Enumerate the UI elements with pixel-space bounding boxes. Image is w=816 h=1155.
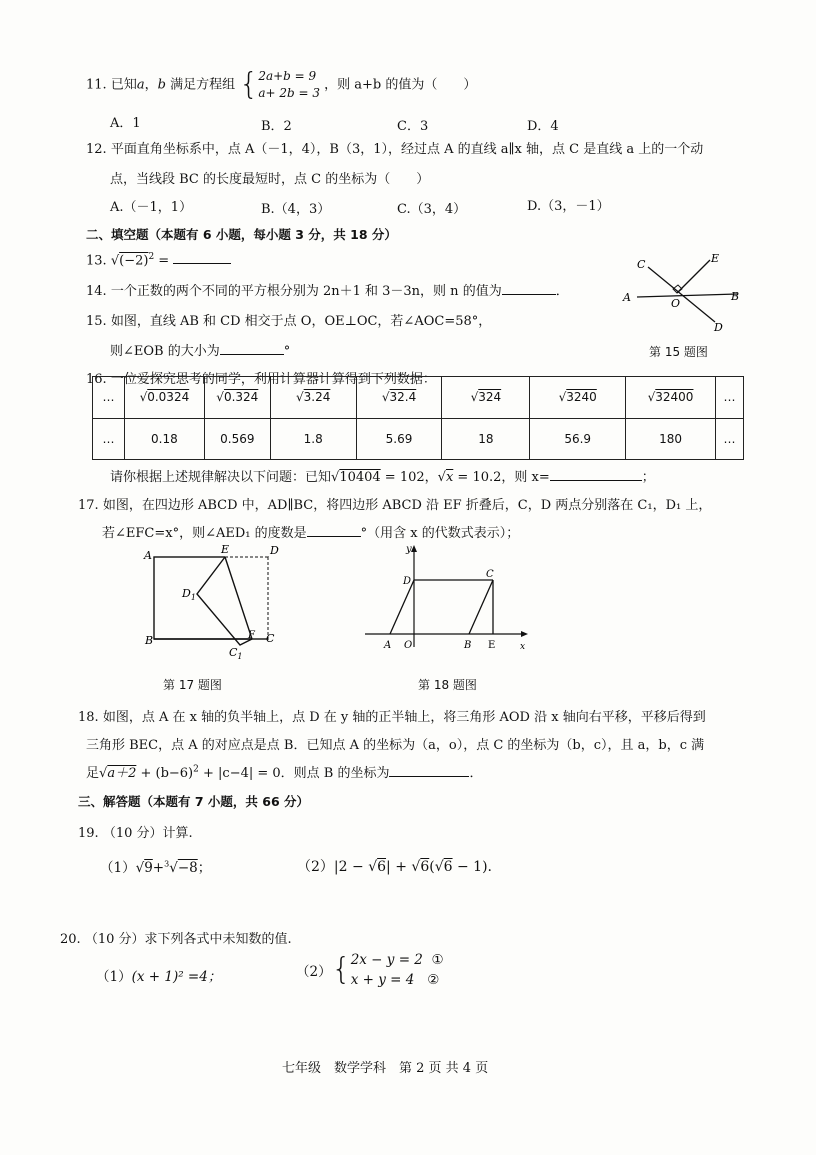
q16-question-pre: 请你根据上述规律解决以下问题：已知 — [110, 470, 332, 485]
q15-label-c: C — [637, 258, 646, 271]
q19-part2-expr-a: |2 − — [333, 859, 369, 875]
q14-text: 一个正数的两个不同的平方根分别为 2n＋1 和 3－3n，则 n 的值为 — [110, 284, 502, 299]
q11-comma: ， — [144, 77, 158, 93]
q18-segment-bc — [469, 580, 493, 634]
q15-answer-blank[interactable] — [220, 343, 284, 355]
q15-text2: 则∠EOB 的大小为 — [110, 344, 220, 359]
q11-choice-c: C．3 — [397, 119, 429, 134]
q16-radical-6: √3240 — [530, 377, 626, 419]
q18-segment-ad — [390, 580, 414, 634]
q16-result-3: 1.8 — [270, 418, 356, 460]
q11-choice-b: B．2 — [261, 119, 292, 134]
q11-number: 11. — [86, 77, 107, 93]
q18-y-arrow — [411, 545, 417, 552]
q17-label-e: E — [221, 543, 230, 556]
q18-label-y: y — [406, 544, 412, 555]
q16-number: 16. — [86, 372, 107, 387]
q13-radicand: (−2) — [119, 253, 149, 269]
q14-number: 14. — [86, 284, 107, 299]
q11-var-b: b — [157, 77, 166, 93]
q16-radicand-6: 3240 — [566, 390, 597, 405]
q18-label-e: E — [488, 640, 496, 651]
q16-radicand-4: 32.4 — [389, 390, 417, 405]
q17-label-b: B — [145, 634, 154, 647]
q16-radical-4: √32.4 — [356, 377, 442, 419]
q15-label-e: E — [711, 252, 720, 265]
q19-part2-root-3: 6 — [443, 859, 453, 875]
q16-radicand-7: 32400 — [655, 390, 694, 405]
q15-ray-oe — [677, 260, 710, 293]
q17-label-f: F — [248, 630, 255, 641]
q18-number: 18. — [78, 710, 99, 725]
q15-label-o: O — [671, 297, 681, 310]
q16-x-value: = 10.2，则 x= — [453, 470, 550, 485]
q20-part2-label: （2） — [296, 964, 332, 980]
q15-degree: ° — [283, 344, 291, 359]
q18-end: ． — [469, 766, 483, 781]
q18-line3: 足$√a+2 + (b-6)^2 + |c-4| = 0$．则点 B 的坐标为 ． — [86, 764, 483, 781]
q17-caption: 第 17 题图 — [163, 678, 222, 692]
q16-result-4: 5.69 — [356, 418, 442, 460]
q18-figure — [360, 535, 535, 660]
q15-label-b: B — [731, 290, 740, 303]
q13-exponent: 2 — [148, 252, 155, 262]
q17-label-c1-main: C — [229, 646, 238, 659]
q20-eq1-row — [351, 950, 444, 970]
q18-text3-post: + |c−4| = 0．则点 B 的坐标为 — [198, 766, 390, 781]
q11-pre: 已知 — [110, 77, 137, 93]
q14-stem — [86, 280, 569, 299]
q20-stem — [60, 928, 292, 947]
q18-line1 — [78, 706, 706, 725]
q17-label-d1-main: D — [182, 587, 191, 600]
q19-part2-expr-c: ( — [429, 859, 435, 875]
q14-answer-blank[interactable] — [502, 283, 556, 295]
q17-text1: 如图，在四边形 ABCD 中，AD∥BC，将四边形 ABCD 沿 EF 折叠后，C，D 两点分别落在 C₁，D₁ 上， — [102, 498, 712, 513]
q16-radicand-1: 0.0324 — [147, 390, 190, 405]
q16-radical-3: √3.24 — [270, 377, 356, 419]
q12-number: 12. — [86, 142, 107, 157]
q20-mark1: ① — [431, 952, 444, 968]
q15-line1 — [86, 310, 491, 329]
q19-part1-end: ； — [197, 860, 212, 876]
q18-text3-pre: 足 — [86, 766, 100, 781]
q12-line1 — [86, 138, 703, 157]
q17-label-a: A — [144, 549, 152, 562]
q16-intro: 一位爱探究思考的同学，利用计算器计算得到下列数据： — [110, 372, 436, 387]
q18-line2: 三角形 BEC，点 A 的对应点是点 B．已知点 A 的坐标为（a，o），点 C 的坐标为（b，c），且 a，b，c 满 — [86, 738, 705, 753]
q20-mark2: ② — [427, 972, 440, 988]
q18-sqrt-arg: a＋2 — [107, 766, 137, 781]
q12-text1: 平面直角坐标系中，点 A（－1，4），B（3，1），经过点 A 的直线 a∥x 轴，点 C 是直线 a 上的一个动 — [110, 142, 704, 157]
q17-figure — [140, 542, 285, 662]
q20-part2 — [296, 950, 444, 990]
q19-number: 19. — [78, 826, 99, 841]
q11-eq2: a+ 2b = 3 — [258, 86, 320, 100]
q16-radical-1: √0.0324 — [124, 377, 204, 419]
q19-part1-cube-index: 3 — [164, 859, 170, 869]
q16-radical-7: √32400 — [626, 377, 716, 419]
q17-label-c1-sub: 1 — [237, 652, 243, 661]
q15-line-ab — [637, 294, 737, 297]
q16-x-radicand: x — [445, 470, 454, 485]
q13-answer-blank[interactable] — [173, 252, 231, 264]
q16-ellipsis-left-1: … — [93, 377, 125, 419]
q11-mid: 满足方程组 — [165, 77, 236, 93]
q17-line1 — [78, 494, 711, 513]
section-2-heading: 二、填空题（本题有 6 小题，每小题 3 分，共 18 分） — [86, 227, 397, 242]
q16-row-results — [93, 418, 744, 460]
q16-radical-2: √0.324 — [204, 377, 270, 419]
q17-fold-ef — [225, 557, 252, 639]
q16-end: ； — [641, 470, 655, 485]
q19-part2: （2）|2 − √6| + √6(√6 − 1). — [297, 859, 492, 875]
q20-eq1: 2x − y = 2 — [350, 952, 423, 968]
q18-text1: 如图，点 A 在 x 轴的负半轴上，点 D 在 y 轴的正半轴上，将三角形 AOD 沿 x 轴向右平移，平移后得到 — [102, 710, 706, 725]
q18-answer-blank[interactable] — [389, 765, 469, 777]
q17-text2-post: °（用含 x 的代数式表示）； — [360, 526, 520, 541]
q11-eq1: 2a+b = 9 — [258, 69, 317, 83]
q17-label-d1-sub: 1 — [190, 593, 196, 602]
q15-line2 — [110, 340, 290, 359]
q19-part2-root-1: 6 — [377, 859, 387, 875]
q11-var-a: a — [136, 77, 145, 93]
q19-part1-radicand-b: −8 — [177, 860, 198, 876]
q16-ellipsis-right-2: … — [715, 418, 743, 460]
page-footer: 七年级 数学学科 第 2 页 共 4 页 — [282, 1061, 489, 1076]
q18-label-d: D — [403, 576, 412, 587]
q12-choice-c: C.（3，4） — [397, 202, 467, 217]
q19-part1-plus: + — [152, 860, 165, 876]
q18-square: 2 — [193, 764, 199, 775]
q19-part1-label: （1） — [100, 860, 136, 876]
q13-sqrt-sign: √ — [110, 253, 120, 269]
q18-x-arrow — [521, 631, 528, 637]
q13-equals: = — [154, 253, 174, 269]
q16-row-radicals — [93, 377, 744, 419]
q19-part2-expr-b: | + — [386, 859, 412, 875]
section-3-heading: 三、解答题（本题有 7 小题，共 66 分） — [78, 794, 310, 809]
q16-ellipsis-right-1: … — [715, 377, 743, 419]
q15-label-d: D — [714, 321, 723, 334]
q16-answer-blank[interactable] — [550, 469, 642, 481]
q14-end: ． — [555, 284, 569, 299]
q11-brace: { — [239, 67, 259, 102]
q20-part1-expr: (x + 1)² =4； — [131, 969, 222, 985]
q20-brace: { — [331, 952, 351, 987]
q17-label-c: C — [266, 632, 275, 645]
q16-data-table — [92, 376, 744, 460]
q16-result-5: 18 — [442, 418, 530, 460]
q13-number: 13. — [86, 253, 107, 269]
q15-caption: 第 15 题图 — [649, 345, 708, 359]
q19-part2-expr-d: − 1). — [452, 859, 492, 875]
q19-part2-root-2: 6 — [420, 859, 430, 875]
q18-label-c: C — [486, 569, 494, 580]
q12-choice-d: D.（3，－1） — [527, 199, 610, 214]
q15-text1: 如图，直线 AB 和 CD 相交于点 O，OE⊥OC，若∠AOC=58°， — [110, 314, 492, 329]
q15-label-a: A — [623, 291, 631, 304]
q17-answer-blank[interactable] — [307, 525, 361, 537]
q17-folded-part — [197, 557, 252, 645]
q11-system — [258, 68, 320, 102]
q19-part1-radicand-a: 9 — [144, 860, 153, 876]
q20-system — [351, 950, 444, 990]
q19-stem — [78, 822, 193, 841]
q16-radicand-3: 3.24 — [303, 390, 331, 405]
q13-stem — [86, 252, 231, 268]
q12-choice-a: A.（－1，1） — [110, 200, 193, 215]
q18-label-x: x — [520, 642, 526, 652]
q12-line2: 点，当线段 BC 的长度最短时，点 C 的坐标为（ ） — [110, 172, 430, 187]
q16-ellipsis-left-2: … — [93, 418, 125, 460]
q16-known-value: = 102， — [380, 470, 438, 485]
q16-radical-5: √324 — [442, 377, 530, 419]
q11-stem — [86, 68, 476, 102]
q18-label-o: O — [404, 640, 413, 651]
q19-part2-label: （2） — [297, 859, 334, 875]
q15-number: 15. — [86, 314, 107, 329]
q16-result-7: 180 — [626, 418, 716, 460]
q18-label-b: B — [464, 640, 472, 651]
q17-label-d: D — [270, 544, 279, 557]
q20-eq2-row — [351, 970, 444, 990]
q16-radicand-5: 324 — [478, 390, 502, 405]
q11-choice-a: A．1 — [110, 116, 141, 131]
q19-title: （10 分）计算. — [102, 826, 193, 841]
q16-result-6: 56.9 — [530, 418, 626, 460]
q17-text2-pre: 若∠EFC=x°，则∠AED₁ 的度数是 — [102, 526, 307, 541]
q11-post: ，则 a+b 的值为（ ） — [324, 77, 477, 93]
q16-known-radicand: 10404 — [339, 470, 381, 485]
q16-radicand-2: 0.324 — [223, 390, 259, 405]
q19-part1: （1）√9+$^3$√−8； — [100, 859, 212, 876]
q20-number: 20. — [60, 932, 81, 947]
q20-part1 — [96, 965, 221, 985]
q20-part1-label: （1） — [96, 969, 132, 985]
q17-label-d1 — [181, 587, 196, 602]
q18-label-a: A — [384, 640, 392, 651]
q17-number: 17. — [78, 498, 99, 513]
q18-text3-mid: + (b−6) — [136, 766, 194, 781]
q15-figure — [615, 250, 750, 340]
q11-choice-d: D．4 — [527, 119, 559, 134]
q18-caption: 第 18 题图 — [418, 678, 477, 692]
q20-eq2: x + y = 4 — [350, 972, 415, 988]
q20-title: （10 分）求下列各式中未知数的值. — [84, 932, 292, 947]
q12-choice-b: B.（4，3） — [261, 202, 331, 217]
q16-result-2: 0.569 — [204, 418, 270, 460]
q17-rect-outer — [154, 557, 268, 639]
q17-label-c1 — [229, 646, 243, 661]
q16-question: 请你根据上述规律解决以下问题：已知√10404 = 102，√x = 10.2，则 x= ； — [110, 470, 655, 485]
q16-result-1: 0.18 — [124, 418, 204, 460]
